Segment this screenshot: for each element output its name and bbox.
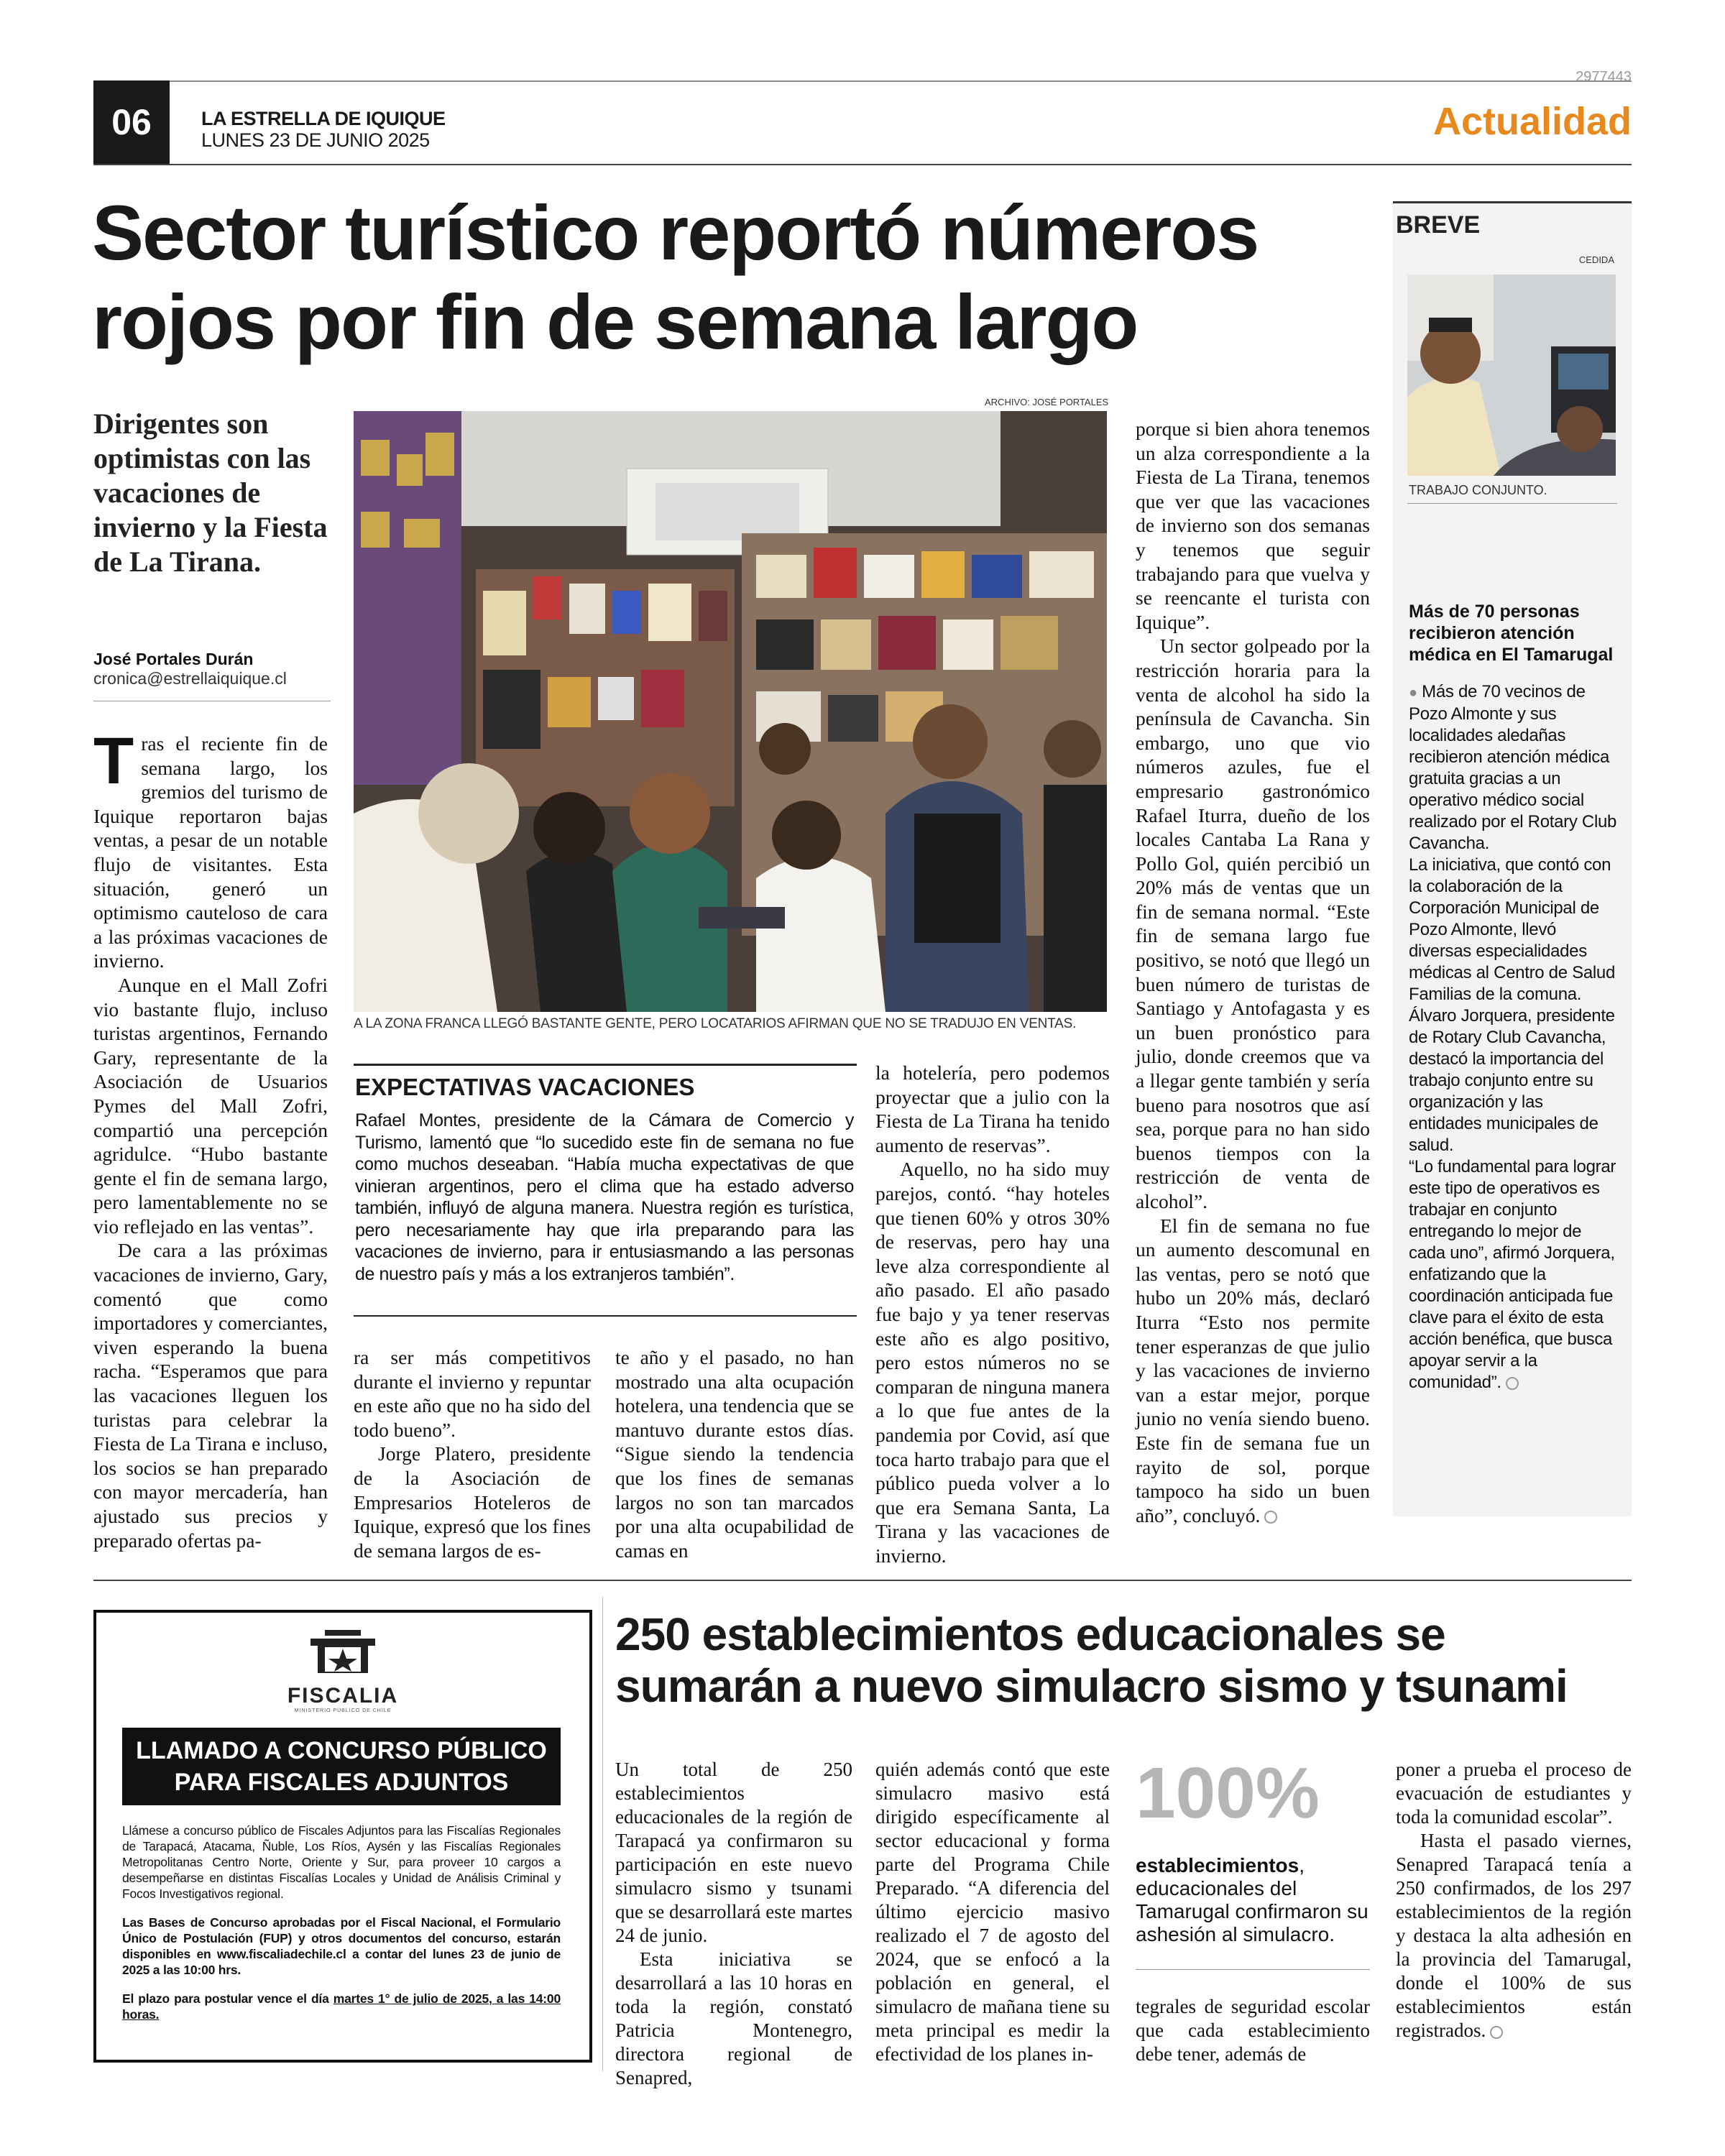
fiscalia-name: FISCALIA	[287, 1684, 399, 1708]
zona-franca-photo	[354, 411, 1107, 1012]
second-col-4	[1396, 1758, 1632, 2042]
byline	[93, 650, 338, 688]
second-col4-p2: Hasta el pasado viernes, Senapred Tarapacá tenía a 250 confirmados, de los 297 establecimientos de la región y destaca la alta adhesión en la provincia del Tamarugal, donde el 100% de sus establecimientos están registrados.	[1396, 1830, 1632, 2041]
second-col1-p1: Un total de 250 establecimientos educacionales de la región de Tarapacá ya confirmaron su participación en este nuevo simulacro sismo y tsunami que se desarrollará este martes 24 de junio.	[615, 1759, 852, 1946]
breve-p1: ● Más de 70 vecinos de Pozo Almonte y sus localidades aledañas recibieron atención médica gratuita gracias a un operativo médico social realizado por el Rotary Club Cavancha.	[1409, 682, 1617, 853]
stat-value: 100%	[1136, 1753, 1320, 1833]
stat-bottom-rule	[1136, 1969, 1370, 1970]
ad-title-line2: PARA FISCALES ADJUNTOS	[174, 1769, 509, 1796]
main-col-2	[354, 1345, 591, 1562]
ad-title-box	[122, 1728, 561, 1805]
main-subtitle: Dirigentes son optimistas con las vacaciones de invierno y la Fiesta de La Tirana.	[93, 407, 328, 578]
main-col1-p3: De cara a las próximas vacaciones de invierno, Gary, comentó que como importadores y comerciantes, viven esperando la buena racha. “Esperamos que para las vacaciones lleguen los turistas para celebrar la Fiesta de La Tirana e incluso, los socios se han preparado con mayor mercadería, han ajustado sus precios y preparado ofertas pa-	[93, 1239, 328, 1552]
stat-highlight	[1136, 1754, 1373, 1946]
breve-p2: La iniciativa, que contó con la colaboración de la Corporación Municipal de Pozo Almonte, llevó diversas especialidades médicas al Centro de Salud Familias de la comuna.	[1409, 855, 1616, 1004]
main-col3-p1: te año y el pasado, no han mostrado una alta ocupación hotelera, una tendencia que se mantuvo durante estos días. “Sigue siendo la tendencia que los fines de semanas largos no son tan marcados por una alta ocupabilidad de camas en	[615, 1346, 854, 1562]
second-col-1	[615, 1758, 852, 2090]
second-col-2	[875, 1758, 1110, 2066]
second-end-mark-icon	[1490, 2026, 1503, 2039]
main-col5-p3: El fin de semana no fue un aumento descomunal en las ventas, pero se notó que hubo un 20% más, declaró Iturra “Esto nos permite tener esperanzas de que julio y las vacaciones de invierno van a estar mejor, porque junio no venía siendo bueno. Este fin de semana fue un rayito de sol, porque tampoco ha sido un buen año”, concluyó.	[1136, 1214, 1370, 1526]
second-headline	[615, 1608, 1636, 1712]
second-col2-p1: quién además contó que este simulacro masivo está dirigido específicamente al sector educacional y forma parte del Programa Chile Preparado. “A diferencia del último ejercicio masivo realizado el 7 de agosto del 2024, que se enfocó a la población en general, el simulacro de mañana tiene su meta principal es medir la efectividad de los planes in-	[875, 1759, 1110, 2065]
ad-title-line1: LLAMADO A CONCURSO PÚBLICO	[136, 1737, 547, 1764]
box-expectativas-bottom-rule	[354, 1315, 857, 1317]
breve-sidebar	[1393, 201, 1632, 1516]
ad-p2: Las Bases de Concurso aprobadas por el Fiscal Nacional, el Formulario Único de Postulación (FUP) y otros documentos del concurso, estarán disponibles en www.fiscaliadechile.cl a contar del lunes 23 de junio de 2025 a las 10:00 hrs.	[122, 1915, 561, 1977]
second-col-3	[1136, 1995, 1370, 2066]
ad-body	[122, 1823, 561, 2022]
second-headline-line2: sumarán a nuevo simulacro sismo y tsunami	[615, 1660, 1568, 1712]
main-col-3	[615, 1345, 854, 1562]
second-article-left-rule	[602, 1597, 603, 2071]
main-col1-p1-text: ras el reciente fin de semana largo, los gremios del turismo de Iquique reportaron bajas ventas, a pesar de un notable flujo de visitantes. Esta situación, generó un optimismo cauteloso de cara a las próximas vacaciones de invierno.	[93, 732, 328, 972]
store-scene-illustration	[354, 411, 1107, 1012]
breve-label: BREVE	[1396, 211, 1481, 239]
paper-name: LA ESTRELLA DE IQUIQUE	[201, 108, 446, 129]
author-name: José Portales Durán	[93, 650, 254, 668]
main-col-5	[1136, 417, 1370, 1527]
main-col5-p1: porque si bien ahora tenemos un alza correspondiente a la Fiesta de La Tirana, tenemos que ver que las vacaciones de invierno son dos semanas y tenemos que seguir trabajando para que vuelva y se reencante el turista con Iquique”.	[1136, 418, 1370, 633]
main-col4-p1: la hotelería, pero podemos proyectar que a julio con la Fiesta de La Tirana ha tenido aumento de reservas”.	[875, 1061, 1110, 1156]
breve-headline: Más de 70 personas recibieron atención médica en El Tamarugal	[1409, 602, 1614, 665]
breve-photo-credit: CEDIDA	[1578, 254, 1614, 265]
header-top-rule	[93, 80, 1632, 82]
ad-p3: El plazo para postular vence el día martes 1° de julio de 2025, a las 14:00 horas.	[122, 1991, 561, 2022]
main-col1-p1	[93, 724, 328, 973]
box-expectativas-text: Rafael Montes, presidente de la Cámara de Comercio y Turismo, lamentó que “lo sucedido este fin de semana no fue como muchos deseaban. “Había mucha expectativas de que vinieran argentinos, pero el clima que ha estado adverso también, influyó de alguna manera. Nuestra región es turística, pero necesariamente hay que irla preparando para las vacaciones de invierno, para ir entusiasmando a las personas de nuestro país y más a los extranjeros también”.	[355, 1110, 854, 1284]
breve-p3: Álvaro Jorquera, presidente de Rotary Club Cavancha, destacó la importancia del trabajo conjunto entre su organización y las entidades municipales de salud.	[1409, 1006, 1615, 1155]
ad-p1: Llámese a concurso público de Fiscales Adjuntos para las Fiscalías Regionales de Tarapacá, Atacama, Ñuble, Los Ríos, Aysén y las Fiscalías Regionales Metropolitanas Centro Norte, Oriente y Sur, para proveer 10 cargos a desempeñarse en distintas Fiscalías Locales y Unidad de Análisis Criminal y Focos Investigativos regional.	[122, 1823, 561, 1901]
breve-end-mark-icon	[1506, 1377, 1519, 1390]
stat-text: establecimientos, educacionales del Tamarugal confirmaron su ashesión al simulacro.	[1136, 1854, 1368, 1945]
section-divider	[93, 1580, 1632, 1581]
end-mark-icon	[1264, 1511, 1277, 1524]
medical-scene-illustration	[1407, 275, 1616, 476]
breve-p4: “Lo fundamental para lograr este tipo de operativos es trabajar en conjunto entregando lo mejor de cada uno”, afirmó Jorquera, enfatizando que la coordinación anticipada fue clave para el éxito de esta acción benéfica, que busca apoyar servir a la comunidad”.	[1409, 1157, 1616, 1392]
second-headline-line1: 250 establecimientos educacionales se	[615, 1608, 1445, 1660]
header-bottom-rule	[93, 164, 1632, 165]
photo-credit: ARCHIVO: JOSÉ PORTALES	[985, 397, 1109, 407]
fiscalia-ad	[93, 1610, 592, 2063]
page-code: 2977443	[1576, 69, 1632, 85]
fiscalia-logo	[96, 1627, 589, 1713]
page-number: 06	[93, 80, 170, 164]
breve-photo-caption: TRABAJO CONJUNTO.	[1409, 483, 1547, 497]
breve-photo	[1407, 275, 1616, 476]
main-col-1	[93, 724, 328, 1552]
main-col1-p2: Aunque en el Mall Zofri vio bastante flujo, incluso turistas argentinos, Fernando Gary, representante de la Asociación de Usuarios Pymes del Mall Zofri, compartió una percepción agridulce. “Hubo bastante gente el fin de semana largo, pero lamentablemente no se vio reflejado en las ventas”.	[93, 973, 328, 1238]
box-expectativas-top-rule	[354, 1064, 857, 1066]
main-col2-p2: Jorge Platero, presidente de la Asociación de Empresarios Hoteleros de Iquique, expresó que los fines de semana largos de es-	[354, 1442, 591, 1562]
box-expectativas-title: EXPECTATIVAS VACACIONES	[355, 1074, 695, 1100]
breve-body	[1409, 681, 1619, 1393]
main-headline	[92, 188, 1386, 367]
fiscalia-tagline: MINISTERIO PÚBLICO DE CHILE	[294, 1708, 392, 1713]
issue-date: LUNES 23 DE JUNIO 2025	[201, 129, 430, 151]
main-col4-p2: Aquello, no ha sido muy parejos, contó. “hay hoteles que tienen 60% y otros 30% de reservas, pero hay una leve alza correspondiente al año pasado. El año pasado fue bajo y ya tener reservas este año es algo positivo, pero estos números no se comparan de ninguna manera a lo que fue antes de la pandemia por Covid, así que toca harto trabajo para que el público pueda volver a lo que era Semana Santa, La Tirana y las vacaciones de invierno.	[875, 1158, 1110, 1567]
main-headline-line2: rojos por fin de semana largo	[92, 278, 1138, 365]
author-email: cronica@estrellaiquique.cl	[93, 669, 287, 688]
section-label: Actualidad	[1432, 100, 1632, 143]
dropcap: T	[93, 724, 134, 798]
photo-caption: A LA ZONA FRANCA LLEGÓ BASTANTE GENTE, PERO LOCATARIOS AFIRMAN QUE NO SE TRADUJO EN VENTAS.	[354, 1016, 1077, 1031]
main-headline-line1: Sector turístico reportó números	[92, 189, 1259, 276]
second-col1-p2: Esta iniciativa se desarrollará a las 10 horas en toda la región, constató Patricia Montenegro, directora regional de Senapred,	[615, 1948, 852, 2088]
second-col3-p1: tegrales de seguridad escolar que cada establecimiento debe tener, además de	[1136, 1996, 1370, 2065]
fiscalia-emblem-icon	[303, 1627, 382, 1680]
second-col4-p1: poner a prueba el proceso de evacuación de estudiantes y toda la comunidad escolar”.	[1396, 1759, 1632, 1828]
breve-top-rule	[1393, 201, 1632, 203]
main-col2-p1: ra ser más competitivos durante el invierno y repuntar en este año que no ha sido del todo bueno”.	[354, 1346, 591, 1441]
main-col5-p2: Un sector golpeado por la restricción horaria para la venta de alcohol ha sido la península de Cavancha. Sin embargo, uno que vio números azules, fue el empresario gastronómico Rafael Iturra, dueño de los locales Cantaba La Rana y Pollo Gol, quién percibió un 20% más de ventas que un fin de semana normal. “Este fin de semana largo fue positivo, se notó que llegó un buen número de turistas de Santiago y Antofagasta y es un buen pronóstico para julio, donde creemos que va a llegar gente también y sería bueno para nosotros que así sea, porque para no han sido buenos tiempos con la restricción de venta de alcohol”.	[1136, 635, 1370, 1212]
breve-caption-rule	[1407, 503, 1617, 504]
main-col-4	[875, 1061, 1110, 1567]
